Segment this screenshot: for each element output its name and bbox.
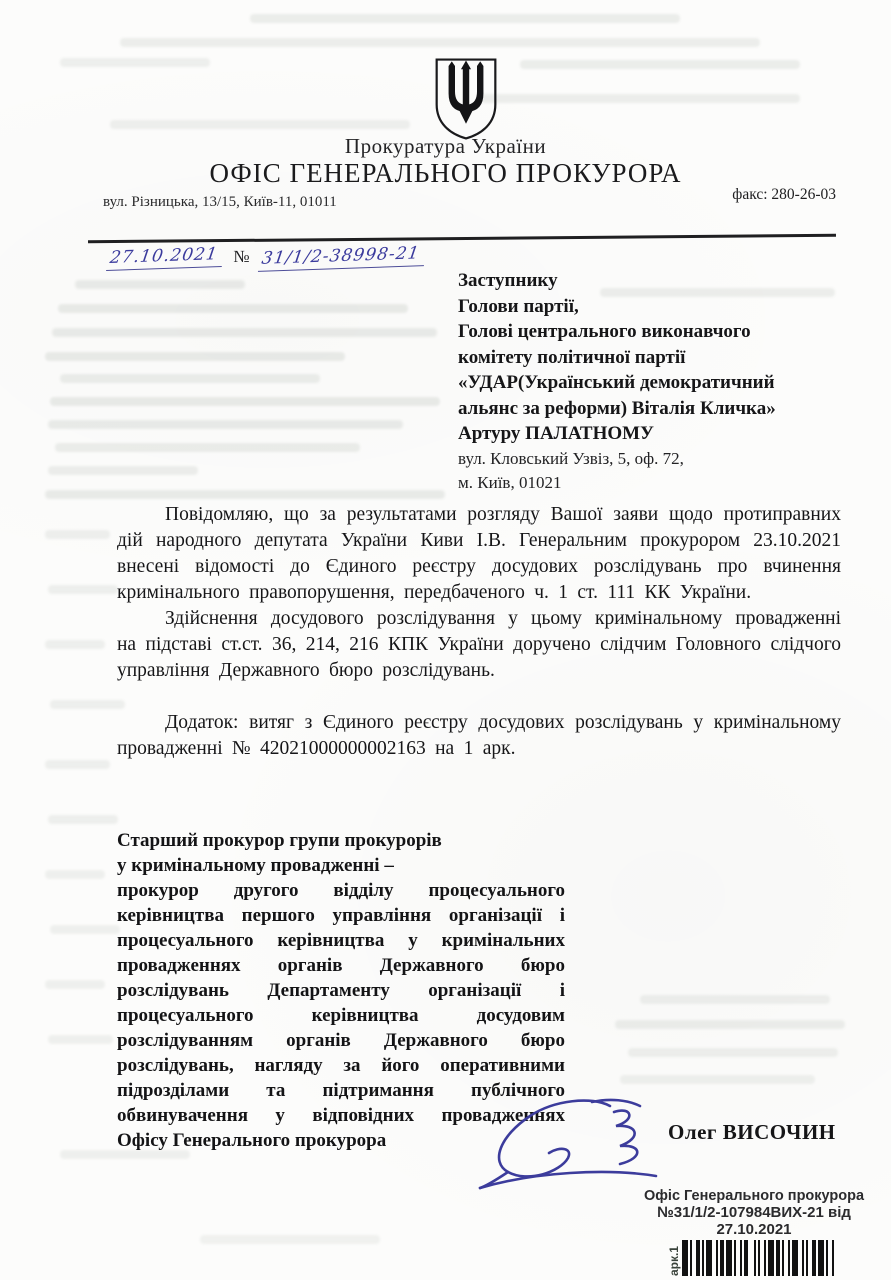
office-address: вул. Різницька, 13/15, Київ-11, 01011 (103, 194, 337, 210)
registration-stamp (638, 1188, 870, 1276)
sheet-count-label: арк.1 (667, 1245, 681, 1276)
bleed-through-line (640, 995, 830, 1004)
letter-body (117, 502, 841, 762)
bleed-through-line (45, 760, 110, 769)
bleed-through-line (615, 1020, 845, 1029)
signatory-title-line: підрозділами та підтримання публічного (117, 1080, 565, 1101)
recipient-address: м. Київ, 01021 (458, 472, 562, 492)
recipient-line: комітету політичної партії (458, 346, 686, 368)
bleed-through-line (45, 980, 105, 989)
signatory-title-line: обвинувачення у відповідних провадженнях (117, 1105, 565, 1126)
bleed-through-line (50, 925, 120, 934)
stamp-number: №31/1/2-107984ВИХ-21 від (657, 1204, 851, 1221)
attachment-paragraph: Додаток: витяг з Єдиного реєстру досудових розслідувань у кримінальному провадженні № 42021000000002163 на 1 арк. (117, 712, 841, 759)
signatory-title-line: розслідувань Департаменту організації і (117, 980, 565, 1001)
organization-name: Прокуратура України (344, 134, 547, 158)
bleed-through-line (48, 466, 198, 475)
bleed-through-line (200, 1235, 380, 1244)
recipient-line: «УДАР(Український демократичний (458, 372, 775, 393)
letterhead-divider (88, 234, 836, 243)
bleed-through-line (45, 530, 110, 539)
bleed-through-line (520, 60, 800, 69)
stamp-date: 27.10.2021 (716, 1221, 792, 1238)
signatory-title-line: Офісу Генерального прокурора (117, 1130, 387, 1151)
bleed-through-line (50, 397, 440, 406)
bleed-through-line (48, 1035, 113, 1044)
bleed-through-line (45, 870, 105, 879)
recipient-line: альянс за реформи) Віталія Кличка» (458, 397, 776, 419)
recipient-address: вул. Кловський Узвіз, 5, оф. 72, (458, 448, 684, 468)
signatory-title-line: у кримінальному провадженні – (117, 855, 394, 876)
signatory-title-line: провадженнях органів Державного бюро (117, 955, 565, 976)
bleed-through-line (55, 443, 360, 452)
signatory-title-line: Старший прокурор групи прокурорів (117, 830, 442, 851)
body-paragraph-1: Повідомляю, що за результатами розгляду Вашої заяви щодо протиправних дій народного депутата України Киви І.В. Генеральним прокурором 23.10.2021 внесені відомості до Єдиного реєстру досудових розслідувань про вчинення кримінального правопорушення, передбаченого ч. 1 ст. 111 КК України. (117, 504, 841, 603)
bleed-through-line (120, 38, 760, 47)
recipient-block (458, 268, 858, 495)
recipient-line: Заступнику (458, 270, 558, 291)
signatory-name: Олег ВИСОЧИН (668, 1120, 836, 1144)
office-title: ОФІС ГЕНЕРАЛЬНОГО ПРОКУРОРА (209, 158, 682, 188)
handwritten-date: 27.10.2021 (106, 244, 225, 271)
bleed-through-line (48, 815, 118, 824)
signatory-title-line: розслідуванням органів Державного бюро (117, 1030, 565, 1051)
bleed-through-line (45, 640, 105, 649)
barcode (682, 1240, 840, 1276)
recipient-name: Артуру ПАЛАТНОМУ (458, 423, 655, 444)
body-paragraph-2: Здійснення досудового розслідування у цьому кримінальному провадженні на підставі ст.ст. 36, 214, 216 КПК України доручено слідчим Головного слідчого управління Державного бюро розслідувань. (117, 608, 841, 681)
bleed-through-line (75, 280, 245, 289)
handwritten-number: 31/1/2-38998-21 (257, 243, 426, 272)
office-fax: факс: 280-26-03 (732, 186, 836, 203)
stamp-office: Офіс Генерального прокурора (643, 1188, 865, 1204)
bleed-through-line (48, 420, 403, 429)
bleed-through-line (58, 304, 408, 313)
recipient-line: Голови партії, (458, 295, 579, 317)
bleed-through-line (110, 120, 410, 129)
ukraine-trident-emblem-icon (433, 56, 499, 142)
bleed-through-line (620, 1075, 815, 1084)
bleed-through-line (48, 585, 118, 594)
bleed-through-line (52, 328, 437, 337)
bleed-through-line (60, 374, 320, 383)
bleed-through-line (50, 700, 125, 709)
outgoing-reference (108, 243, 425, 269)
bleed-through-line (45, 490, 445, 499)
bleed-through-line (45, 352, 345, 361)
signatory-title-line: процесуального керівництва досудовим (117, 1005, 565, 1026)
number-sign: № (233, 247, 250, 266)
bleed-through-line (480, 94, 800, 103)
signatory-title-line: процесуального керівництва у кримінальних (117, 930, 565, 951)
signatory-title-line: прокурор другого відділу процесуального (117, 880, 565, 901)
bleed-through-line (250, 14, 680, 23)
signatory-title-line: розслідувань, нагляду за його оперативними (117, 1055, 565, 1076)
ink-signature (442, 1096, 662, 1214)
bleed-through-line (60, 58, 210, 67)
recipient-line: Голові центрального виконавчого (458, 321, 751, 342)
bleed-through-line (628, 1048, 838, 1057)
signatory-title-line: керівництва першого управління організації і (117, 905, 565, 926)
